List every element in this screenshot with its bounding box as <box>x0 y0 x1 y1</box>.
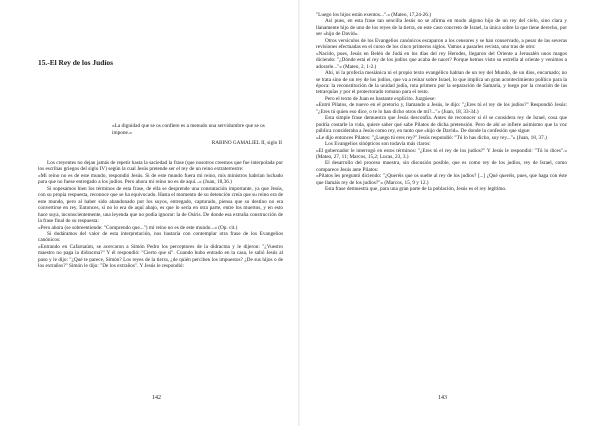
chapter-title: 15.-El Rey de los Judíos <box>38 58 113 67</box>
epigraph-quote: «La dignidad que se os confiere es a menudo una servidumbre que se os impone.» <box>112 123 265 137</box>
paragraph: El desarrollo del proceso muestra, sin discusión posible, que es como rey de los judíos, rey de Israel, como comparece Jesús ante Pilatos: <box>316 160 567 173</box>
epigraph-source: RABINO GAMALIEL II, siglo II <box>211 140 282 147</box>
page-number: 143 <box>438 395 447 401</box>
quote-paragraph: «Pilatos les preguntó diciendo: "¿Queréis que os suelte al rey de los judíos? [...] ¿Qué queréis, pues, que haga con éste que llamáis rey de los judíos?"» (Marcos, 15, 9 y 12.) <box>316 173 567 186</box>
paragraph: Si sopesamos bien los términos de esta frase, de ella se desprende una constatación importante, ya que Jesús, con su propia respuesta, reconoce que se ha equivocado. Hasta el momento de su detención creía que su reino era de este mundo, pero al haber sido abandonado por los suyos, entregado, capturado, piensa que su destino no era convertirse en rey. Entonces, si no lo era de aquí abajo, es que lo sería en otra parte, entre los muertos, y en esto hace suya, inconscientemente, una leyenda que no podía ignorar: la de Osiris. De donde esa extraña construcción de la frase final de su respuesta: <box>38 185 283 225</box>
paragraph: Ahí, ni la profecía mesiánica ni el propio texto evangélico hablan de un rey del Mundo, de un dios, encarnado; no se trata sino de un rey de los judíos, que va a reinar sobre Israel, lo que implica un gran acontecimiento político para la época: la reconstitución de la unidad judía, rota primero por la separación de Samaría, y luego por la creación de las tetrarquías y por el protectorado romano para el resto. <box>316 70 567 96</box>
quote-paragraph: «Le dijo entonces Pilatos: "¿Luego tú eres rey?" Jesús respondió: "Tú lo has dicho, soy rey..."» (Juan, 18, 37.) <box>316 134 547 141</box>
quote-paragraph: «Mi reino no es de este mundo, respondió Jesús. Si de este mundo fuera mi reino, mis ministros habrían luchado para que no fuese entregado a los judíos. Pero ahora mi reino no es de aquí...» (Juan, 18,36.) <box>38 172 283 186</box>
paragraph: Si dudáramos del valor de esta interpretación, nos bastaría con contemplar otra frase de los Evangelios canónicos: <box>38 230 283 244</box>
right-body-text <box>316 12 567 193</box>
right-page <box>300 0 600 426</box>
paragraph: Otros versículos de los Evangelios canónicos escaparon a los censores y se han conservado, a pesar de las severas revisiones efectuadas en el curso de los cinco primeros siglos. Vamos a pasarles revista, uno tras de otro: <box>316 37 567 51</box>
quote-paragraph: «Pero ahora (se sobreentiende: "Comprendo que...") mi reino no es de este mundo...» (Op. cit.) <box>38 224 238 231</box>
epigraph <box>112 123 282 148</box>
quote-paragraph: «El gobernador le interrogó en estos términos: "¿Eres tú el rey de los judíos?" Y Jesús le respondió: "Tú lo dices".» (Mateo, 27, 11; Marcos, 15,2; Lucas, 23, 3.) <box>316 147 567 160</box>
page-number: 142 <box>152 395 161 401</box>
paragraph: Los Evangelios sinópticos son todavía más claros: <box>325 141 431 148</box>
quote-paragraph: «Entrando en Cafarnaúm, se acercaron a Simón Pedro los perceptores de la didracma y le dijeron: "¿Vuestro maestro no paga la didracma?" Y él respondió: "Cierto que sí". Cuando hubo entrado en la casa, le salió Jesús al paso y le dijo: "¿Qué te parece, Simón? Los reyes de la tierra, ¿de quién perciben los impuestos? ¿De sus hijos o de los extraños?" Simón le dijo: "De los extraños". Y Jesús le respondió: <box>38 243 283 270</box>
paragraph: Pero el texto de Juan es bastante explícito. Juzgúese: <box>325 95 436 102</box>
paragraph: Los creyentes no dejan jamás de repetir hasta la saciedad la frase (que nosotros creemos que fue interpolada por los escribas griegos del siglo IV) según la cual Jesús pretende ser el rey de un reino extraterrestre: <box>38 160 283 173</box>
quote-paragraph: "Luego los hijos están exentos...".» (Mateo, 17,24-26.) <box>316 12 431 18</box>
left-body-text <box>38 160 283 270</box>
quote-paragraph: «Nacido, pues, Jesús en Belén de Judá en los días del rey Herodes, llegaron del Oriente a Jerusalén unos magos diciendo: "¿Dónde está el rey de los judíos que acaba de nacer? Porque hemos visto su estrella al oriente y venimos a adorarle..."» (Mateo, 2, 1-2.) <box>316 50 567 70</box>
paragraph: Así pues, en esta frase tan sencilla Jesús no se afirma en modo alguno hijo de un rey del cielo, sino clara y llanamente hijo de uno de los reyes de la tierra, en este caso concreto de Israel, la única sobre la que tiene derecho, por ser «hijo de David». <box>316 18 567 38</box>
paragraph: Esta frase demuestra que, para una gran parte de la población, Jesús es el rey legítimo. <box>325 186 507 193</box>
paragraph: Esta simple frase demuestra que Jesús desconfía. Antes de reconocer si él se considera rey de Israel, cosa que podría costarle la vida, quiere saber qué sabe Pilatos de dicha pretensión. Pero de ahí se infiere asimismo que la voz pública consideraba a Jesús como rey, en tanto que «hijo de David». De donde la confesión que sigue: <box>316 115 567 135</box>
quote-paragraph: «Entró Pilatos, de nuevo en el pretorio y, llamando a Jesús, le dijo: "¿Eres tú el rey de los judíos?" Respondió Jesús: "¿Eres tú quien eso dice, o te lo han dicho otros de mí?..."» (Juan, 18, 33-34.) <box>316 102 567 115</box>
